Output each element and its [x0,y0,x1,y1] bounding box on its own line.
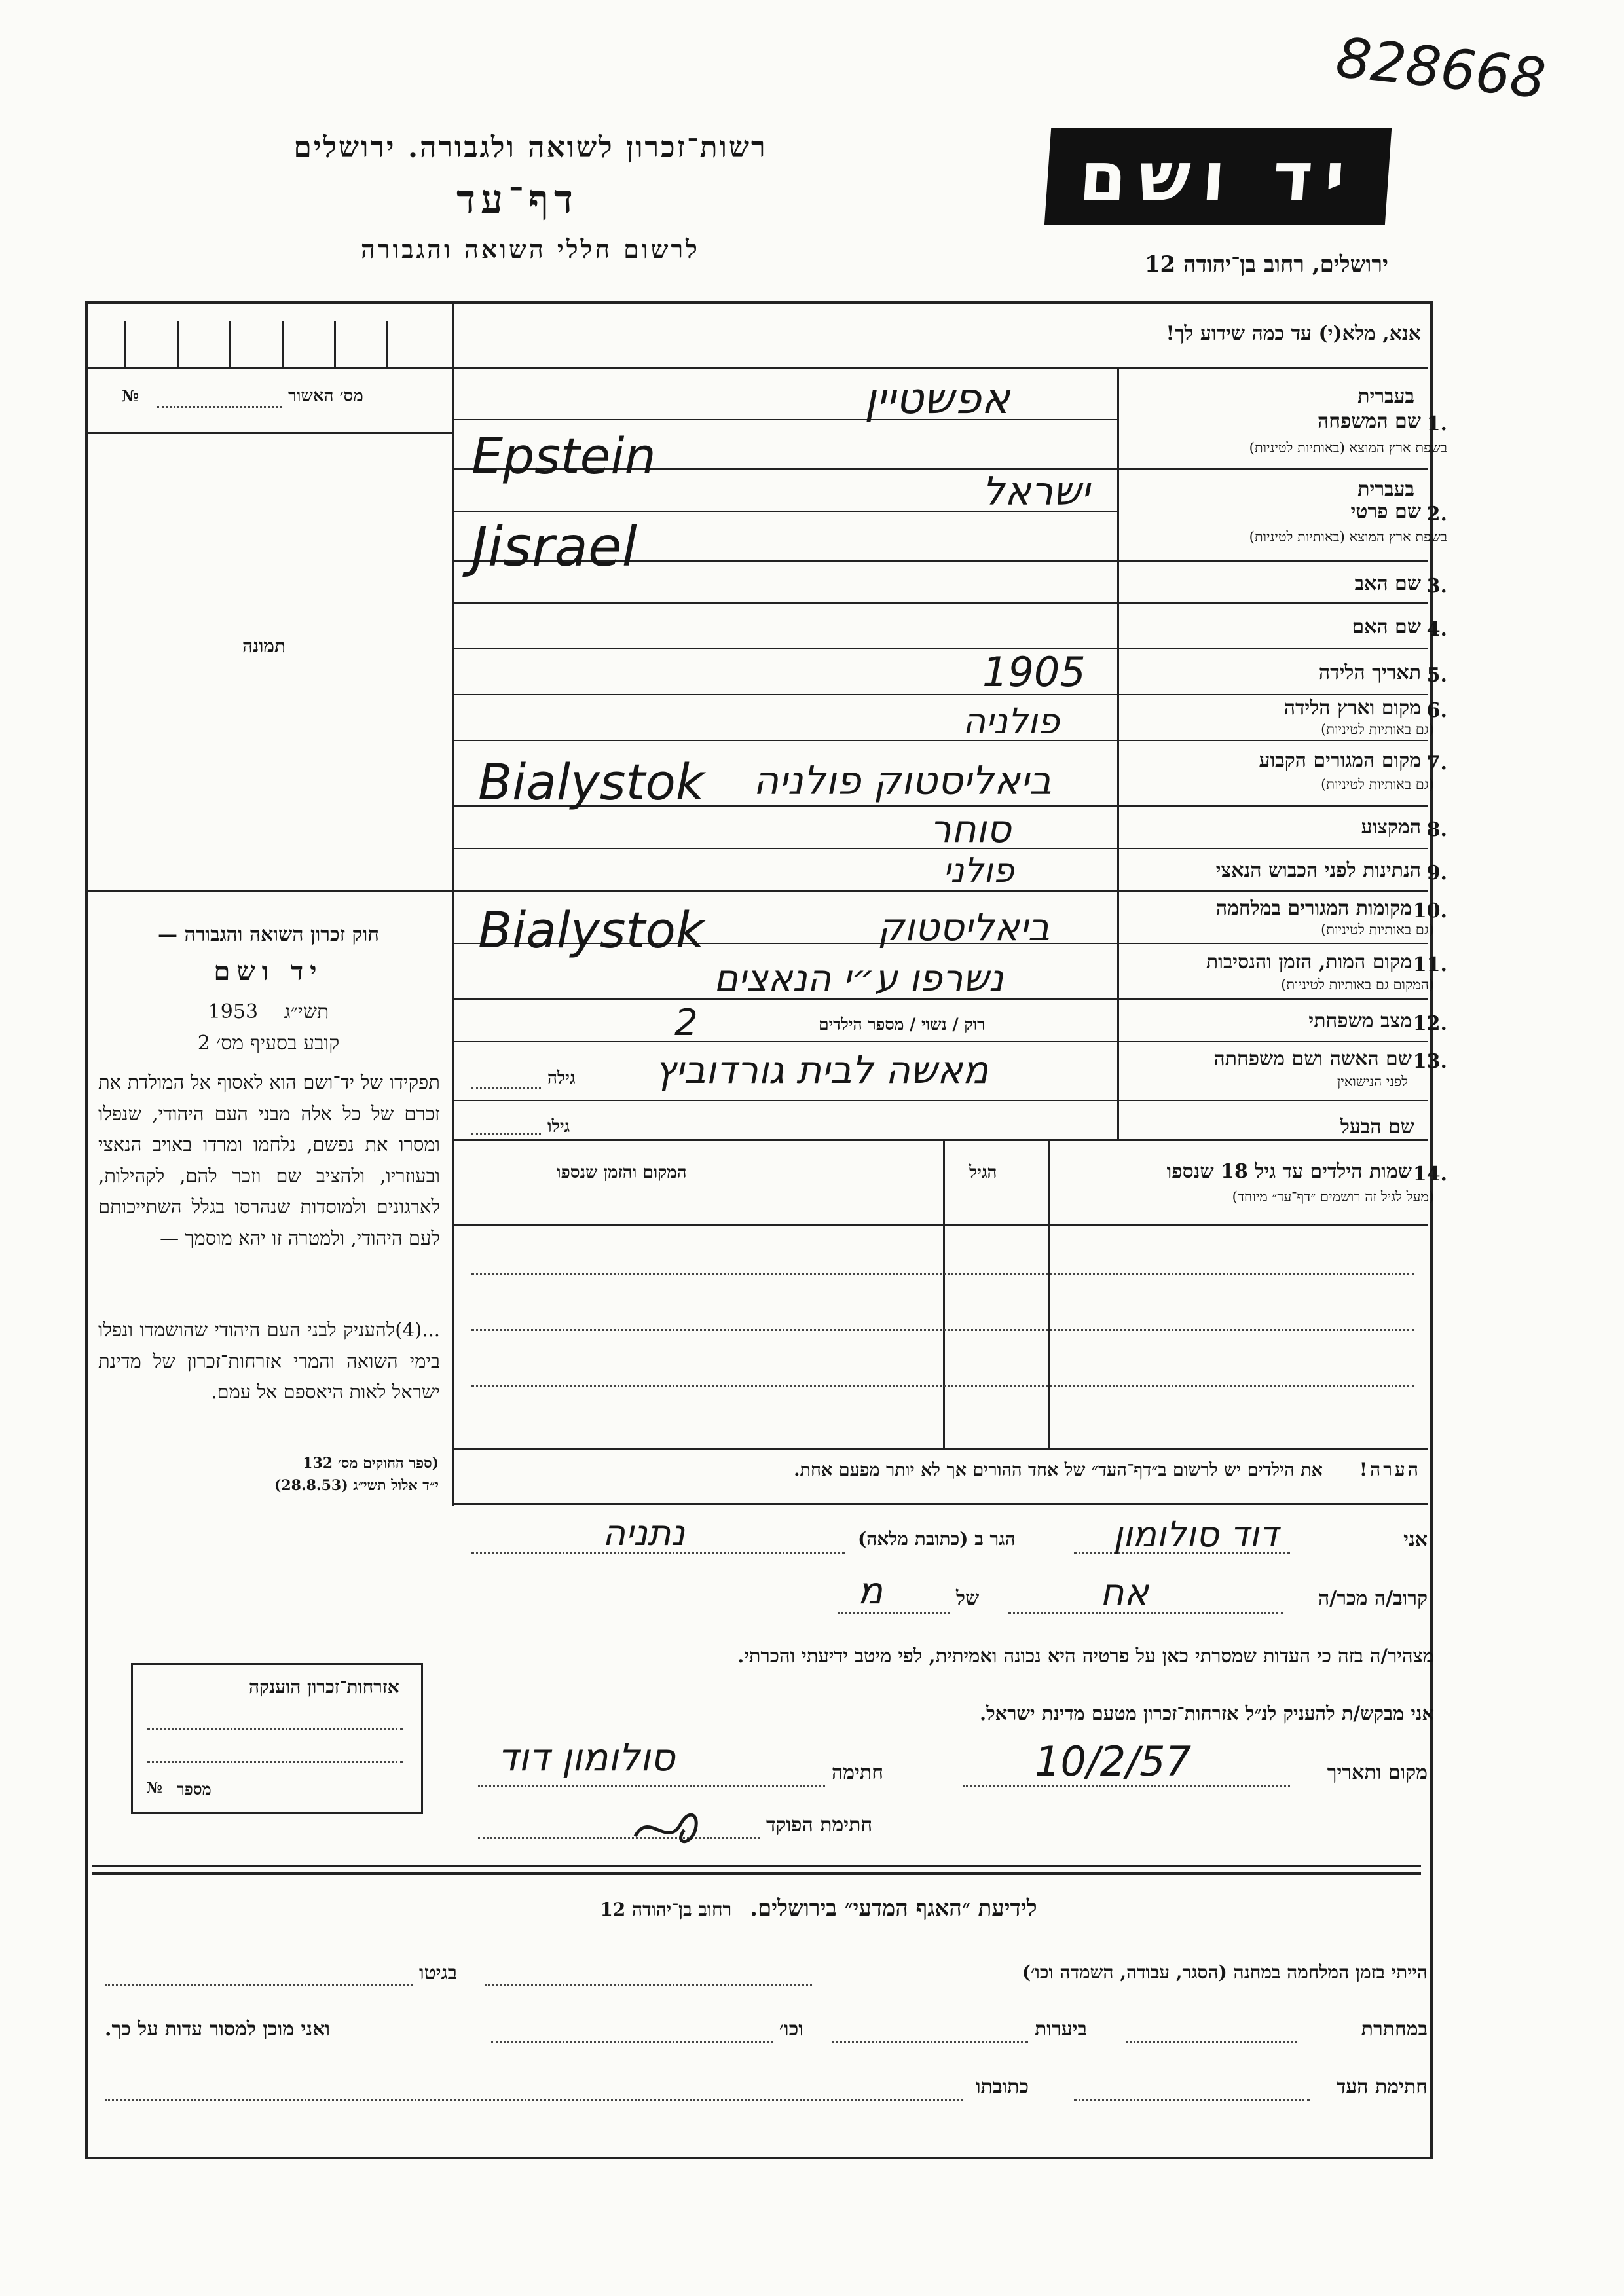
value-wartime-residence-latin[interactable]: Bialystok [478,901,705,959]
left-cell-row [85,367,454,369]
law-title: חוק זכרון השואה והגבורה — [158,923,379,946]
decl-date-value[interactable]: 10/2/57 [1035,1738,1192,1785]
field-number-4: 4. [1426,618,1447,641]
label-column-divider [1117,369,1119,1139]
note-top-line [454,1448,1428,1450]
footer-camp-label: הייתי בזמן המלחמה במחנה (הסגר, עבודה, השמדה וכו׳) [1022,1961,1428,1983]
decl-lives-at: הגר ב (כתובת מלאה) [858,1528,1016,1550]
decl-request: אני מבקש/ת להעניק לנ״ל אזרחות־זכרון מטעם מדינת ישראל. [980,1702,1434,1724]
decl-place-date: מקום ותאריך [1327,1761,1428,1784]
logo-text: יד ושם [1077,137,1359,217]
approval-no-mark: № [122,386,139,405]
certificate-number-label: מספר [177,1779,212,1798]
children-row[interactable] [471,1273,1414,1275]
grid-tick [177,321,179,367]
value-wife[interactable]: מאשה לבית גורדוביץ [655,1048,989,1092]
husband-age-field[interactable] [471,1133,541,1135]
value-wartime-residence-hebrew[interactable]: ביאליסטוק [877,905,1050,949]
field-sub-surname: בשפת ארץ המוצא (באותיות לטיניות) [1249,440,1447,456]
page-title: דף־עד [456,177,578,223]
field-number-2: 2. [1426,503,1447,526]
hebrew-tag-2: בעברית [1357,478,1414,501]
law-section: קובע בסעיף מס׳ 2 [197,1032,340,1055]
field-sub-birthplace: (גם באותיות לטיניות) [1321,721,1434,737]
left-column-divider [452,301,454,1506]
law-year-heb: תשי״ג [284,1000,329,1023]
row-line [454,694,1428,695]
footer-address-line[interactable] [105,2099,963,2101]
footer-notice [458,1895,1179,1922]
decl-signature-value[interactable]: סולומון דוד [498,1735,675,1779]
row-line [454,648,1428,649]
value-citizenship[interactable]: פולני [943,851,1014,890]
law-year [98,1000,439,1023]
footer-double-line-1 [92,1865,1421,1867]
approval-number-label: מס׳ האשור [288,386,363,406]
field-label-marital: מצב משפחתי [1308,1010,1412,1032]
field-label-first-name: שם פרטי [1350,500,1421,523]
field-label-mother: שם האם [1352,615,1421,638]
row-line [454,1139,1428,1141]
footer-ghetto-label: בגיטו [419,1961,458,1984]
law-body: תפקידו של יד־ושם הוא לאסוף אל המולדת את זכרם של כל אלה מבני העם היהודי, שנפלו ומסרו את נפשם, נלחמו ומרדו באויב הנאצי ובעוזריו, ולהציב שם וזכר להם, לקהילות, לארגונים ולמוסדות שנהרסו בגלל השתייכותם לעם היהודי, ולמטרה זו יהא מוסמך — [98,1071,440,1249]
footer-double-line-2 [92,1872,1421,1875]
field-number-13: 13. [1412,1050,1447,1073]
photo-label: תמונה [242,635,286,657]
children-col-place: המקום והזמן שנספו [557,1163,687,1182]
footer-etc-label: וכו׳ [779,2018,803,2041]
grid-tick [124,321,126,367]
children-col-age: הגיל [969,1163,997,1182]
row-line [454,890,1428,892]
children-row[interactable] [471,1329,1414,1331]
value-residence-latin[interactable]: Bialystok [478,753,705,811]
certificate-title: אזרחות־זכרון הוענקה [249,1676,399,1698]
decl-signature-line[interactable] [478,1785,825,1787]
husband-age-label: גילו [547,1117,570,1137]
field-label-birthplace: מקום וארץ הלידה [1283,697,1421,720]
field-number-3: 3. [1426,575,1447,598]
footer-camp-line[interactable] [485,1984,812,1986]
note-label: הערה! [1359,1459,1421,1480]
footer-ghetto-line[interactable] [105,1984,413,1986]
decl-signature: חתימה [832,1761,883,1784]
value-death[interactable]: נשרפו ע״י הנאצים [714,957,1004,1000]
field-sub-wife: לפני הנישואין [1337,1074,1408,1089]
field-label-residence: מקום המגורים הקבוע [1259,749,1421,772]
certificate-line-2[interactable] [147,1761,403,1763]
photo-box-bottom [85,890,454,892]
field-label-husband: שם הבעל [1340,1116,1414,1139]
officer-signature-label: חתימת הפוקד [766,1813,873,1836]
field-sub-death: (המקום גם באותיות לטיניות) [1281,977,1434,993]
field-number-7: 7. [1426,752,1447,774]
address-line: ירושלים, רחוב בן־יהודה 12 [1144,251,1388,278]
law-reference-2: י״ד אלול תשי״ג (28.8.53) [274,1477,439,1494]
field-number-10: 10. [1412,900,1447,922]
value-birthplace[interactable]: פולניה [963,701,1060,742]
children-row[interactable] [471,1385,1414,1387]
field-number-14: 14. [1412,1163,1447,1186]
wife-age-label: גילה [547,1068,576,1088]
authority-heading: רשות־זכרון לשואה ולגבורה. ירושלים [293,131,767,164]
footer-forests-line[interactable] [832,2041,1028,2043]
field-label-death: מקום המות, הזמן והנסיבות [1206,951,1412,974]
footer-notice-address: רחוב בן־יהודה 12 [600,1899,732,1920]
children-col-divider [1048,1141,1050,1449]
decl-name-value[interactable]: דוד סולומון [1113,1514,1279,1555]
field-number-9: 9. [1426,862,1447,884]
children-header-line [454,1224,1428,1226]
decl-i-am: אני [1403,1528,1428,1551]
footer-underground-line[interactable] [1126,2041,1297,2043]
field-number-5: 5. [1426,664,1447,687]
marital-options: רוק / נשוי / מספר הילדים [819,1015,986,1034]
field-label-wartime-residence: מקומות המגורים במלחמה [1215,897,1412,920]
field-label-wife: שם האשה ושם משפחתה [1213,1048,1412,1070]
row-line [454,1041,1428,1042]
decl-relative: קרוב/ה מכר/ה [1318,1587,1428,1610]
footer-address-label: כתובתו [976,2075,1029,2098]
footer-forests-label: ביערות [1035,2018,1088,2041]
value-marital-children[interactable]: 2 [674,1002,698,1044]
footer-witness-signature: חתימת העד [1336,2075,1428,2098]
field-sub-wartime-residence: (גם באותיות לטיניות) [1321,922,1434,938]
field-label-citizenship: הנתינות לפני הכבוש הנאצי [1215,859,1421,882]
field-sub-first-name: בשפת ארץ המוצא (באותיות לטיניות) [1249,529,1447,545]
value-residence-hebrew[interactable]: ביאליסטוק פולניה [753,758,1052,804]
hebrew-tag-1: בעברית [1357,385,1414,408]
value-birthdate[interactable]: 1905 [982,648,1086,696]
decl-of-value[interactable]: מ [858,1570,883,1613]
decl-of: של [956,1587,980,1610]
field-number-6: 6. [1426,699,1447,722]
certificate-no-mark: № [147,1779,162,1796]
yad-vashem-logo [1044,128,1392,225]
footer-witness-line[interactable] [1074,2099,1310,2101]
page-subtitle: לרשום חללי השואה והגבורה [361,234,700,264]
field-number-1: 1. [1426,412,1447,435]
row-line [454,419,1117,420]
decl-address-value[interactable]: נתניה [602,1512,686,1554]
field-label-father: שם האב [1354,572,1421,595]
note-bottom-line [454,1503,1428,1505]
law-name: יד ושם [213,956,323,987]
grid-tick [386,321,388,367]
officer-signature-scribble [629,1797,707,1856]
certificate-line-1[interactable] [147,1728,403,1730]
law-body-2: ...(4)להעניק לבני העם היהודי שהושמדו ונפלו בימי השואה והמרי אזרחות־זכרון של מדינת ישראל לאות היאספם אל עמם. [98,1319,440,1403]
grid-tick [229,321,231,367]
row-line [454,740,1428,741]
field-sub-children: (מעל לגיל זה רושמים ״דף־עד״ מיוחד) [1232,1189,1434,1205]
value-first-name-hebrew[interactable]: ישראל [982,469,1090,515]
value-surname-hebrew[interactable]: אפשטיין [864,373,1010,424]
field-label-profession: המקצוע [1361,816,1421,839]
footer-notice-main: לידיעת ״האגף המדעי״ בירושלים. [750,1895,1037,1922]
instruction: אנא, מלא(י) עד כמה שידוע לך! [1166,322,1421,345]
law-reference-1: (ספר החוקים מס׳ 132 [303,1455,439,1472]
approval-number-field[interactable] [157,406,282,408]
note-text: את הילדים יש לרשום ב״דף־העד״ של אחד ההורים אך לא יותר מפעם אחת. [794,1460,1323,1480]
decl-relation-value[interactable]: אח [1100,1571,1149,1614]
archive-number: 828668 [1333,25,1549,111]
officer-signature-line[interactable] [478,1837,760,1839]
field-number-11: 11. [1412,953,1447,976]
grid-tick [334,321,336,367]
instruction-divider [454,367,1428,369]
value-surname-latin[interactable]: Epstein [471,427,656,485]
field-number-8: 8. [1426,818,1447,841]
footer-etc-line[interactable] [491,2041,773,2043]
grid-tick [282,321,284,367]
field-number-12: 12. [1412,1012,1447,1035]
wife-age-field[interactable] [471,1087,541,1089]
row-line [454,602,1428,604]
value-profession[interactable]: סוחר [930,807,1012,851]
footer-underground-label: במחתרת [1361,2018,1428,2041]
field-label-children: שמות הילדים עד גיל 18 שנספו [1166,1160,1412,1183]
law-year-greg: 1953 [208,1000,259,1023]
children-col-divider [943,1141,945,1449]
row-line [454,1100,1428,1101]
field-sub-residence: (גם באותיות לטיניות) [1321,776,1434,792]
footer-ready: ואני מוכן למסור עדות על כך. [105,2018,331,2041]
field-label-surname: שם המשפחה [1317,410,1421,433]
photo-box-top [85,432,454,434]
field-label-birthdate: תאריך הלידה [1318,661,1421,684]
decl-of-line[interactable] [838,1612,950,1614]
value-father[interactable] [471,592,1100,594]
decl-statement: מצהיר/ה בזה כי העדות שמסרתי כאן על פרטיה היא נכונה ואמיתית, לפי מיטב ידיעתי והכרתי. [737,1645,1434,1667]
value-first-name-latin[interactable]: Jisrael [471,515,637,579]
